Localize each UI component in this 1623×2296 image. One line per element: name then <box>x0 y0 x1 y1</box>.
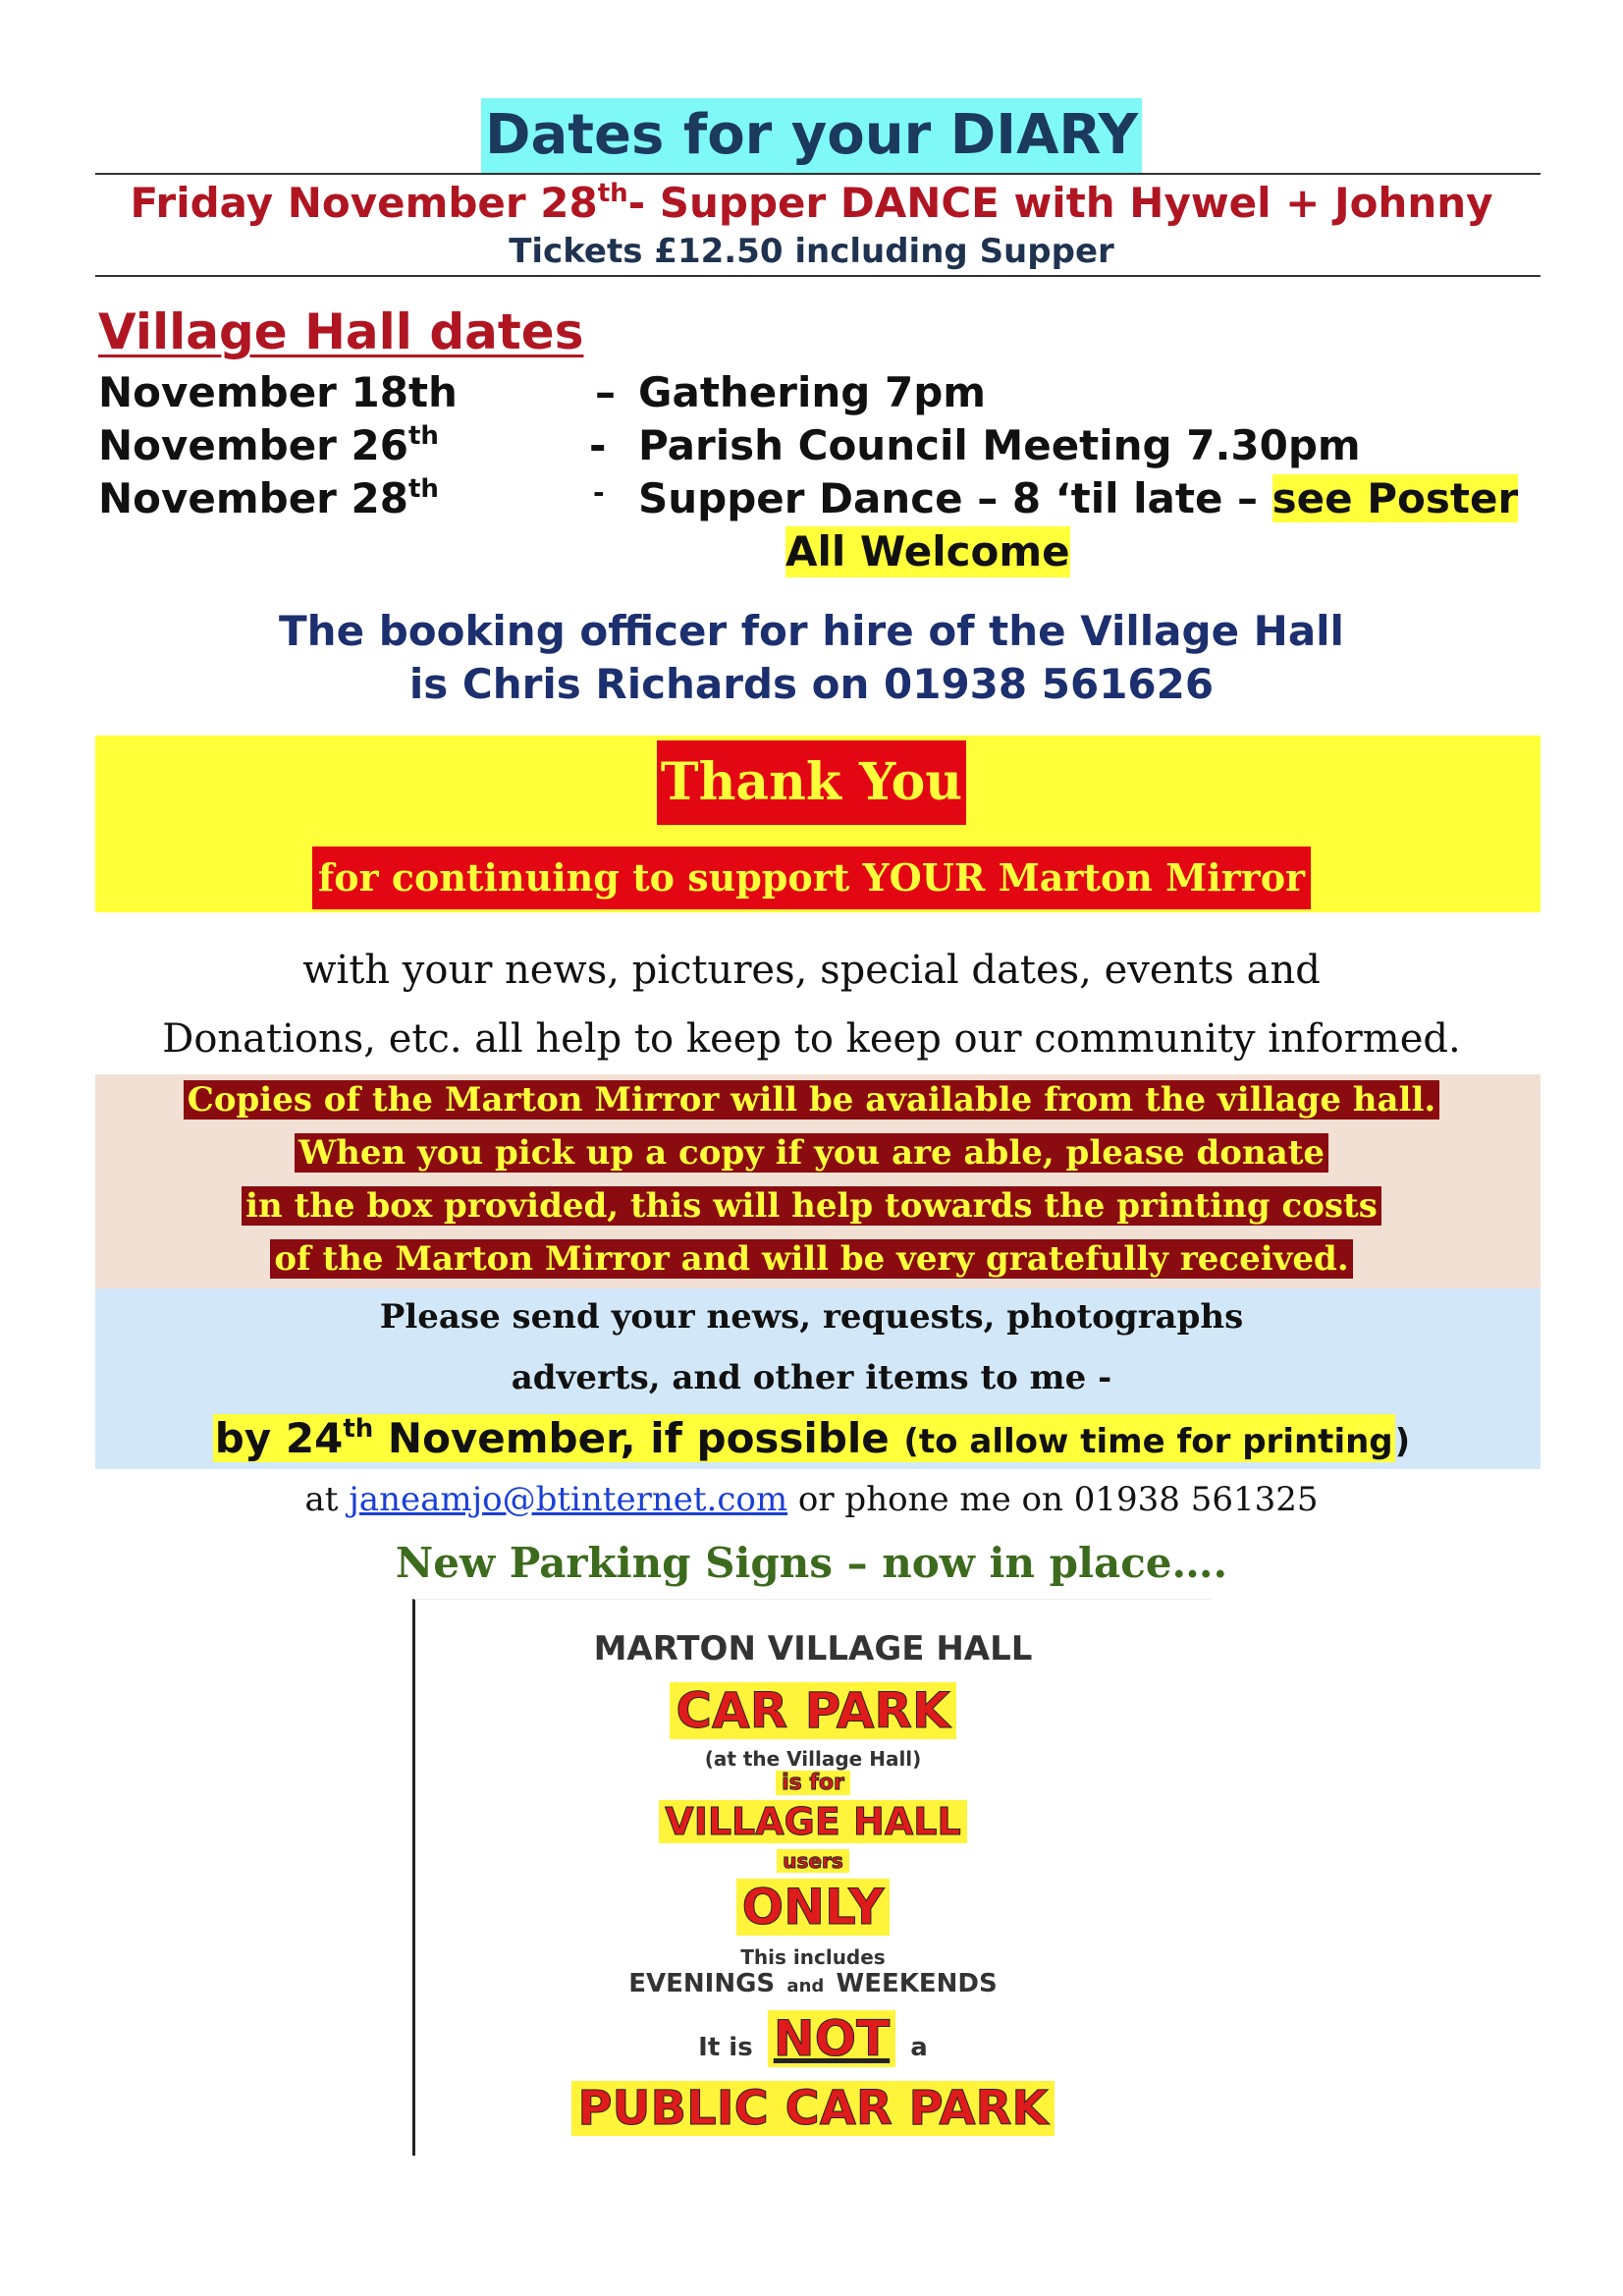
sign-text: It is <box>698 2033 762 2062</box>
sign-line-users <box>415 1849 1211 1873</box>
sign-line-hall: MARTON VILLAGE HALL <box>593 1629 1033 1668</box>
sign-text: WEEKENDS <box>836 1969 998 1998</box>
contact-phone: or phone me on 01938 561325 <box>787 1480 1319 1519</box>
booking-officer-line2: is Chris Richards on 01938 561626 <box>408 660 1215 708</box>
event-date-text: November 28 <box>98 474 408 522</box>
continuing-wrap <box>0 847 1623 909</box>
sign-line-at-hall: (at the Village Hall) <box>704 1747 922 1771</box>
sign-text: PUBLIC CAR PARK <box>571 2081 1054 2136</box>
car-park-sign <box>412 1599 1211 2156</box>
sign-line-public <box>415 2081 1211 2136</box>
event-dash-3: - <box>593 476 605 509</box>
supper-text-pre: Friday November 28 <box>130 179 598 227</box>
event-date-text: November 26 <box>98 421 408 469</box>
header-rule-bottom <box>95 275 1541 277</box>
email-link[interactable]: janeamjo@btinternet.com <box>349 1480 788 1519</box>
copies-line-text: of the Marton Mirror and will be very gratefully received. <box>270 1239 1352 1279</box>
sign-text: ONLY <box>736 1879 891 1936</box>
copies-line1 <box>0 1076 1623 1123</box>
all-welcome: All Welcome <box>785 527 1070 575</box>
sign-text: VILLAGE HALL <box>659 1800 966 1843</box>
event-desc-2: Parish Council Meeting 7.30pm <box>638 421 1361 469</box>
deadline-highlight <box>213 1414 1395 1462</box>
contact-at: at <box>304 1480 350 1519</box>
deadline-post: November, if possible <box>373 1414 904 1462</box>
event-desc-3 <box>638 473 1518 524</box>
news-line2: Donations, etc. all help to keep to keep our community informed. <box>162 1016 1461 1062</box>
sign-text: and <box>781 1976 831 1996</box>
event-date-3 <box>98 473 439 524</box>
supper-text-sup: th <box>597 178 628 208</box>
page-title: Dates for your DIARY <box>481 98 1142 173</box>
sign-text: EVENINGS <box>628 1969 776 1998</box>
event-date-sup: th <box>407 473 439 504</box>
event-dash-1: – <box>595 368 616 416</box>
copies-line4 <box>0 1235 1623 1283</box>
event-desc-1: Gathering 7pm <box>638 368 987 416</box>
thank-you-heading: Thank You <box>657 740 966 825</box>
send-line2: adverts, and other items to me - <box>511 1358 1112 1397</box>
tickets-line: Tickets £12.50 including Supper <box>509 232 1114 271</box>
event-date-2 <box>98 420 439 471</box>
sign-line-evenings <box>415 1969 1211 1998</box>
deadline-sup: th <box>343 1413 374 1444</box>
copies-line3 <box>0 1182 1623 1230</box>
deadline-close: ) <box>1394 1422 1411 1461</box>
news-line1: with your news, pictures, special dates, events and <box>302 948 1321 993</box>
diary-title-wrap <box>0 98 1623 173</box>
event-desc-text: Supper Dance – 8 ‘til late – <box>638 474 1272 522</box>
header-rule-top <box>95 173 1541 175</box>
send-line1: Please send your news, requests, photographs <box>379 1297 1244 1337</box>
event-date-sup: th <box>407 420 439 451</box>
sign-line-is-for <box>415 1771 1211 1795</box>
copies-line-text: When you pick up a copy if you are able, please donate <box>295 1133 1328 1173</box>
booking-officer-line1: The booking officer for hire of the Village Hall <box>279 607 1344 655</box>
event-date-1 <box>98 367 458 418</box>
sign-text: is for <box>776 1771 850 1795</box>
sign-text: a <box>901 2033 928 2062</box>
parking-heading: New Parking Signs – now in place…. <box>395 1539 1228 1587</box>
copies-line-text: in the box provided, this will help towards the printing costs <box>242 1186 1381 1226</box>
village-hall-heading: Village Hall dates <box>98 303 584 360</box>
deadline-pre: by 24 <box>214 1414 344 1462</box>
event-dash-2: - <box>589 421 607 469</box>
event-date-text: November 18th <box>98 368 458 416</box>
sign-line-village-hall <box>415 1800 1211 1843</box>
sign-line-car-park <box>415 1682 1211 1739</box>
sign-text: CAR PARK <box>670 1682 955 1739</box>
deadline-note: (to allow time for printing <box>903 1422 1393 1461</box>
contact-line <box>0 1475 1623 1524</box>
copies-line2 <box>0 1129 1623 1176</box>
supper-dance-line <box>0 177 1623 230</box>
continuing-support-text: for continuing to support YOUR Marton Mirror <box>312 847 1311 909</box>
sign-text: users <box>777 1849 848 1873</box>
sign-line-not <box>415 2010 1211 2067</box>
see-poster-highlight: see Poster <box>1271 474 1519 522</box>
sign-line-only <box>415 1879 1211 1936</box>
sign-not-text: NOT <box>768 2010 895 2067</box>
supper-text-post: - Supper DANCE with Hywel + Johnny <box>627 179 1493 227</box>
deadline-line <box>0 1410 1623 1470</box>
thank-you-wrap <box>0 740 1623 825</box>
sign-line-includes: This includes <box>740 1945 886 1969</box>
copies-line-text: Copies of the Marton Mirror will be available from the village hall. <box>184 1080 1439 1120</box>
